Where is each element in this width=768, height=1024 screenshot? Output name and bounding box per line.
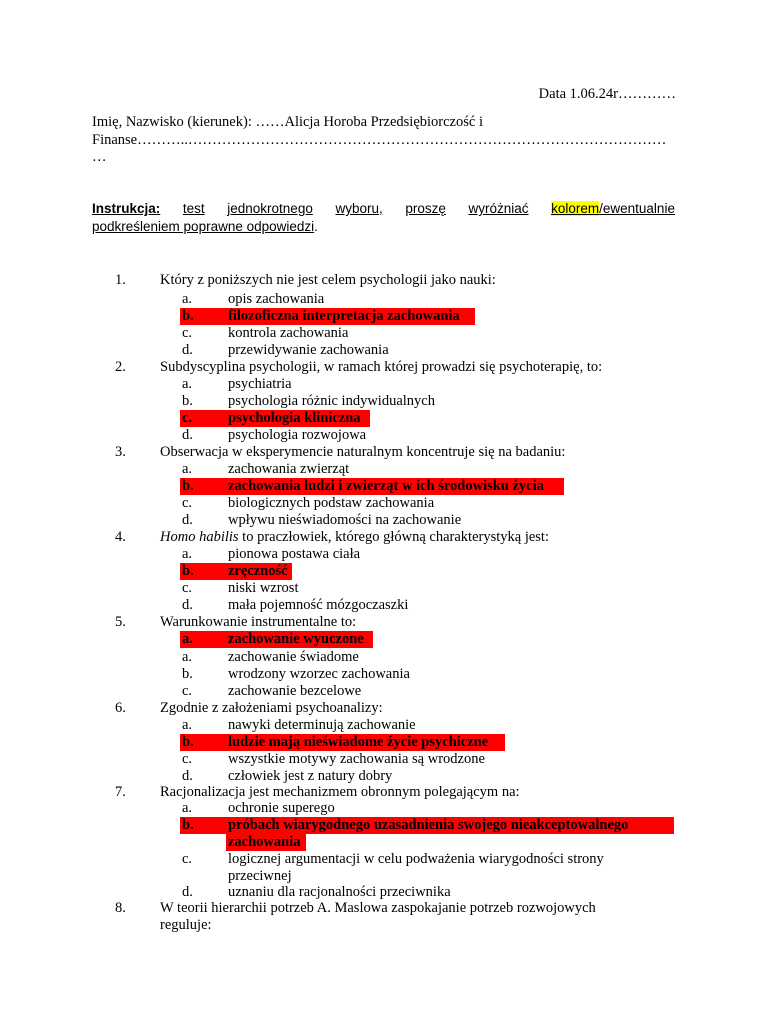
- option-text: opis zachowania: [228, 291, 325, 307]
- option-letter: a.: [182, 649, 193, 665]
- option-letter: d.: [182, 597, 193, 613]
- option-text: ochronie superego: [228, 800, 335, 816]
- option-text: mała pojemność mózgoczaszki: [228, 597, 409, 613]
- question-text-italic: Homo habilis: [160, 529, 239, 545]
- option-text: pionowa postawa ciała: [228, 546, 361, 562]
- question-number: 8.: [115, 900, 126, 916]
- option-text: psychiatria: [228, 376, 292, 392]
- option-letter: b.: [182, 734, 194, 750]
- option-letter: c.: [182, 683, 193, 699]
- instruction-word: /ewentualnie: [599, 201, 675, 216]
- option-text-line: próbach wiarygodnego uzasadnienia swojego nieakceptowalnego: [228, 817, 629, 833]
- option-text: ludzie mają nieświadome życie psychiczne: [228, 734, 489, 750]
- option-letter: c.: [182, 851, 193, 867]
- option-text: uznaniu dla racjonalności przeciwnika: [228, 884, 451, 900]
- option-text: zachowania: [228, 834, 301, 850]
- option-letter: c.: [182, 751, 193, 767]
- option-text: zachowania ludzi i zwierząt w ich środowisku życia: [228, 478, 544, 494]
- instruction-word: proszę: [405, 201, 446, 216]
- option-letter: a.: [182, 546, 193, 562]
- option-letter: c.: [182, 410, 193, 426]
- name-line-end: …: [92, 149, 107, 165]
- question-number: 4.: [115, 529, 126, 545]
- option-text: przewidywanie zachowania: [228, 342, 389, 358]
- option-text: wszystkie motywy zachowania są wrodzone: [228, 751, 485, 767]
- option-letter: a.: [182, 717, 193, 733]
- instruction-line2: podkreśleniem poprawne odpowiedzi: [92, 219, 315, 234]
- instruction-end: .: [314, 219, 318, 234]
- option-letter: a.: [182, 291, 193, 307]
- instruction-word: jednokrotnego: [227, 201, 313, 216]
- option-letter: a.: [182, 631, 193, 647]
- question-number: 1.: [115, 272, 126, 288]
- instruction-highlight: kolorem: [551, 201, 600, 216]
- option-text: nawyki determinują zachowanie: [228, 717, 416, 733]
- option-text: psychologia rozwojowa: [228, 427, 367, 443]
- option-letter: b.: [182, 393, 193, 409]
- option-letter: a.: [182, 376, 193, 392]
- option-text: filozoficzna interpretacja zachowania: [228, 308, 460, 324]
- instruction-word: test: [182, 201, 205, 216]
- option-text: kontrola zachowania: [228, 325, 349, 341]
- option-letter: d.: [182, 884, 193, 900]
- option-text: człowiek jest z natury dobry: [228, 768, 393, 784]
- option-letter: c.: [182, 580, 193, 596]
- question-text: W teorii hierarchii potrzeb A. Maslowa zaspokajanie potrzeb rozwojowych: [160, 900, 596, 916]
- option-text: psychologia kliniczna: [228, 410, 361, 426]
- option-letter: d.: [182, 342, 193, 358]
- question-text: Subdyscyplina psychologii, w ramach której prowadzi się psychoterapię, to:: [160, 359, 603, 375]
- option-text: zręczność: [228, 563, 288, 579]
- name-line: Imię, Nazwisko (kierunek): ……Alicja Horoba Przedsiębiorczość i: [92, 114, 483, 130]
- option-letter: d.: [182, 512, 193, 528]
- question-text: Obserwacja w eksperymencie naturalnym koncentruje się na badaniu:: [160, 444, 566, 460]
- question-number: 5.: [115, 614, 126, 630]
- option-letter: c.: [182, 495, 193, 511]
- instruction-word: wyróżniać: [468, 201, 529, 216]
- instruction-label: Instrukcja:: [92, 201, 161, 216]
- option-letter: b.: [182, 563, 194, 579]
- option-letter: c.: [182, 325, 193, 341]
- option-text: niski wzrost: [228, 580, 299, 596]
- question-text: reguluje:: [160, 917, 212, 933]
- question-text: Warunkowanie instrumentalne to:: [160, 614, 357, 630]
- instruction-block: [92, 200, 675, 236]
- option-letter: b.: [182, 817, 194, 833]
- option-text: zachowanie świadome: [228, 649, 359, 665]
- option-text: psychologia różnic indywidualnych: [228, 393, 435, 409]
- option-text: biologicznych podstaw zachowania: [228, 495, 435, 511]
- option-letter: a.: [182, 800, 193, 816]
- option-letter: b.: [182, 308, 194, 324]
- option-letter: d.: [182, 768, 193, 784]
- option-text: logicznej argumentacji w celu podważenia wiarygodności strony: [228, 851, 604, 867]
- option-text: zachowanie bezcelowe: [228, 683, 362, 699]
- instruction-word: wyboru,: [335, 201, 383, 216]
- option-text: wrodzony wzorzec zachowania: [228, 666, 410, 682]
- question-text: Zgodnie z założeniami psychoanalizy:: [160, 700, 383, 716]
- option-letter: b.: [182, 478, 194, 494]
- question-text: Który z poniższych nie jest celem psychologii jako nauki:: [160, 272, 496, 288]
- option-letter: b.: [182, 666, 193, 682]
- question-number: 7.: [115, 784, 126, 800]
- name-line-continued: Finanse………..………………………………………………………………………………………: [92, 132, 667, 148]
- option-text: zachowania zwierząt: [228, 461, 350, 477]
- question-number: 6.: [115, 700, 126, 716]
- option-text: zachowanie wyuczone: [228, 631, 364, 647]
- option-text: [228, 817, 674, 834]
- option-letter: a.: [182, 461, 193, 477]
- question-text: Racjonalizacja jest mechanizmem obronnym polegającym na:: [160, 784, 520, 800]
- option-letter: d.: [182, 427, 193, 443]
- date-line: Data 1.06.24r…………: [538, 86, 676, 102]
- question-number: 3.: [115, 444, 126, 460]
- option-text: przeciwnej: [228, 868, 292, 884]
- question-number: 2.: [115, 359, 126, 375]
- option-text: wpływu nieświadomości na zachowanie: [228, 512, 462, 528]
- question-text: to praczłowiek, którego główną charakterystyką jest:: [238, 529, 549, 545]
